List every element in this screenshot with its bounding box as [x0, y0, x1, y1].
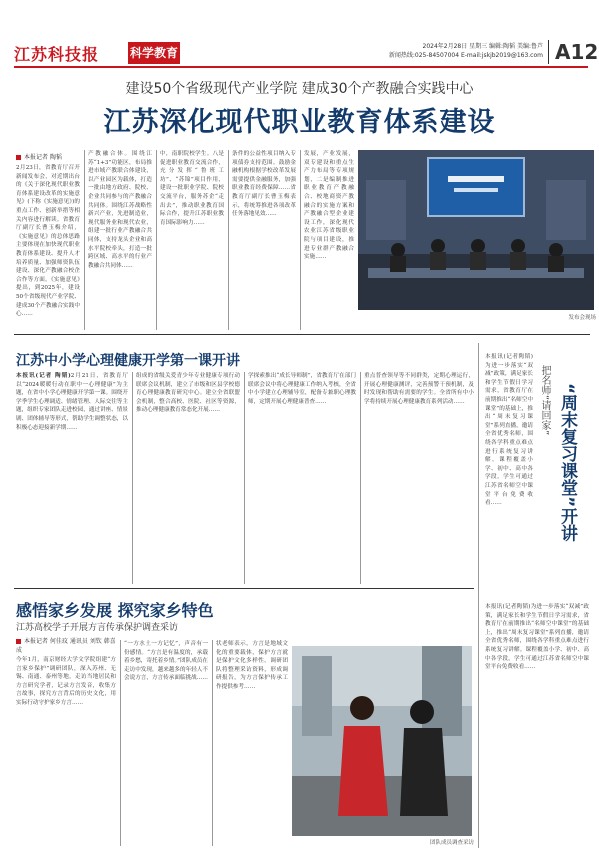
- newspaper-logo: 江苏科技报: [14, 45, 100, 64]
- story2-headline: 江苏中小学心理健康开学第一课开讲: [16, 353, 240, 369]
- story3-subhead: 江苏高校学子开展方言传承保护调查采访: [16, 623, 179, 633]
- photo-caption-2: 团队成员调查采访: [429, 840, 474, 846]
- photo-caption: 发布会现场: [568, 315, 596, 321]
- press-conference-photo: [358, 150, 594, 310]
- date-line: 2024年2月28日 星期三 编辑:陶韬 美编:鲁芦: [422, 43, 543, 50]
- main-col2: 产教融合体。围绕江苏“1+3”功能区，布局推进市域产教联合体建设，以产业园区为载体，打造一批由地方政府、院校、企业共同参与的产教融合共同体。围绕江苏战略性新兴产业，先进制造业，现代服务业和现代农业，组建一批行业产教融合共同体，支持龙头企业和高水平院校牵头，打造一批跨区域、高水平的行业产教融合共同体……: [88, 151, 152, 269]
- masthead-rule: [14, 66, 588, 68]
- interview-photo: [292, 646, 472, 836]
- story2-col1: 本报讯(记者 陶韬)2月21日，省教育厅以“2024暖暖行动在职中一心理健康”为主题，在省中小学心理健康开学第一课。围绕开学季学生心理调适、情绪管理、人际交往等主题，组织专家团队走进校园，通过讲座、情景剧、团体辅导等形式，帮助学生调整状态，以积极心态迎接新学期……: [16, 373, 128, 431]
- feature-body: 本报讯(记者陶韬)为进一步落实“双减”政策，满足家长和学生节假日学习需求，省教育厅在前期推出“名师空中课堂”的基础上，推出“周末复习课堂”系列直播，邀请全省优秀名师，围绕各学科重点难点进行系统复习讲解。课程覆盖小学、初中、高中各学段，学生可通过江苏省名师空中课堂平台免费收看……: [485, 604, 589, 671]
- column-divider: [360, 372, 361, 584]
- feature-body-top: 本报讯(记者陶韬)为进一步落实“双减”政策，满足家长和学生节假日学习需求，省教育厅在前期推出“名师空中课堂”的基础上，推出“周末复习课堂”系列直播，邀请全省优秀名师，围绕各学科重点难点进行系统复习讲解。课程覆盖小学、初中、高中各学段，学生可通过江苏省名师空中课堂平台免费收看……: [485, 354, 533, 507]
- column-divider: [120, 640, 121, 846]
- main-col1: 2月23日，省教育厅召开新闻发布会，对近期出台的《关于深化现代职业教育体系建设改革的实施意见》(下称《实施意见》)的重点工作、创新举措等相关内容进行解读。省教育厅副厅长曹玉梅介绍，《实施意见》的总体思路主要体现在加快现代职业教育体系建设、提升人才培养质量、加强师资队伍建设、深化产教融合校企合作等方面。《实施意见》提出，到2025年，建设50个省级现代产业学院、建成30个产教融合实践中心……: [16, 165, 80, 318]
- contact-line: 新闻热线:025-84507004 E-mail:jskjb2019@163.com: [388, 52, 543, 59]
- story2-col2: 组成的省级关爱青少年专业健康专项行动联席会议机制，建立了市级和区县学校德育心理健康教育研究中心。建立全省联盟会机制，整合高校、医院、社区等资源，推动心理健康教育常态化开展……: [136, 373, 240, 414]
- story3-col2: “一方水土一方记忆”，声音有一份感情。“方言是有温度的，承载着乡愁，寄托着乡情。”团队成员在走访中发现，越来越多的年轻人不会说方言，方言传承面临挑战……: [124, 641, 208, 682]
- story3-headline: 感悟家乡发展 探究家乡特色: [16, 601, 214, 620]
- story2-col3: 学探索推出“成长导师制”，省教育厅在部门联席会议中将心理健康工作纳入考核，全省中小学建立心理辅导室，配备专兼职心理教师，定期开展心理健康普查……: [248, 373, 356, 405]
- masthead-info: [368, 42, 543, 60]
- column-divider: [156, 150, 157, 330]
- feature-title: “周末复习课堂”开讲: [557, 383, 577, 542]
- story2-col4: 重点普查领导等不同群类，定期心理运行，开展心理健康测评，完善预警干预机制，及时发现和帮助有需要的学生。全省所有中小学将持续开展心理健康教育系列活动……: [364, 373, 474, 405]
- page-letter: A: [555, 40, 571, 64]
- column-divider: [228, 150, 229, 330]
- main-col4: 条件的公益性项目纳入专项债券支持范围。鼓励金融机构根据学校改革发展需要提供金融服务，加强职业教育经费保障……省教育厅副厅长曹玉梅表示，将统筹推进各项改革任务落地见效……: [232, 151, 296, 218]
- section-divider: [14, 334, 590, 335]
- section-tag: 科学教育: [128, 42, 180, 64]
- section-divider: [14, 588, 474, 589]
- story3-col1: 今年1月，南京财经大学文学院组建“方言家乡保护”调研团队，深入苏州、无锡、南通、泰州等地，走访当地居民和方言研究学者，记录方言发音，收集方言故事，探究方言背后的历史文化，用实际行动守护家乡方言……: [16, 657, 116, 706]
- column-divider: [84, 150, 85, 330]
- page-number-box: [548, 40, 599, 64]
- main-kicker: 建设50个省级现代产业学院 建成30个产教融合实践中心: [125, 81, 474, 97]
- column-divider: [300, 150, 301, 330]
- feature-subtitle: 把名师“请回家”: [539, 365, 550, 436]
- column-divider: [212, 640, 213, 846]
- page-number: 12: [570, 40, 599, 64]
- main-col5: 发展，产业发展，双专建设和重点生产力布局等专项规划，二是编制推进职业教育产教融合、校地商资产教融合的实施方案和产教融合型企业建设工作，深化现代农业江苏省级职业院与项目建设，推进专业群产教融合实施……: [304, 151, 354, 261]
- main-headline: 江苏深化现代职业教育体系建设: [103, 107, 496, 138]
- feature-column: [478, 343, 593, 848]
- story3-byline: 本报记者 何佳玟 通讯员 刘钦 韩喜成: [16, 638, 116, 654]
- column-divider: [132, 372, 133, 584]
- main-byline: 本报记者 陶韬: [16, 152, 62, 161]
- story3-col3: 状老师表示，方言是地域文化的重要载体，保护方言就是保护文化多样性。调研团队将整理采访资料，形成调研报告，为方言保护传承工作提供参考……: [216, 641, 288, 690]
- column-divider: [244, 372, 245, 584]
- main-col3: 中，南职院校学生。八是促进职业教育交流合作，充分发挥“鲁班工坊”、“苏锦”项目作用，建设一批职业学院、院校交流平台，服务苏企“走出去”，推动职业教育国际合作，提升江苏职业教育国际影响力……: [160, 151, 224, 226]
